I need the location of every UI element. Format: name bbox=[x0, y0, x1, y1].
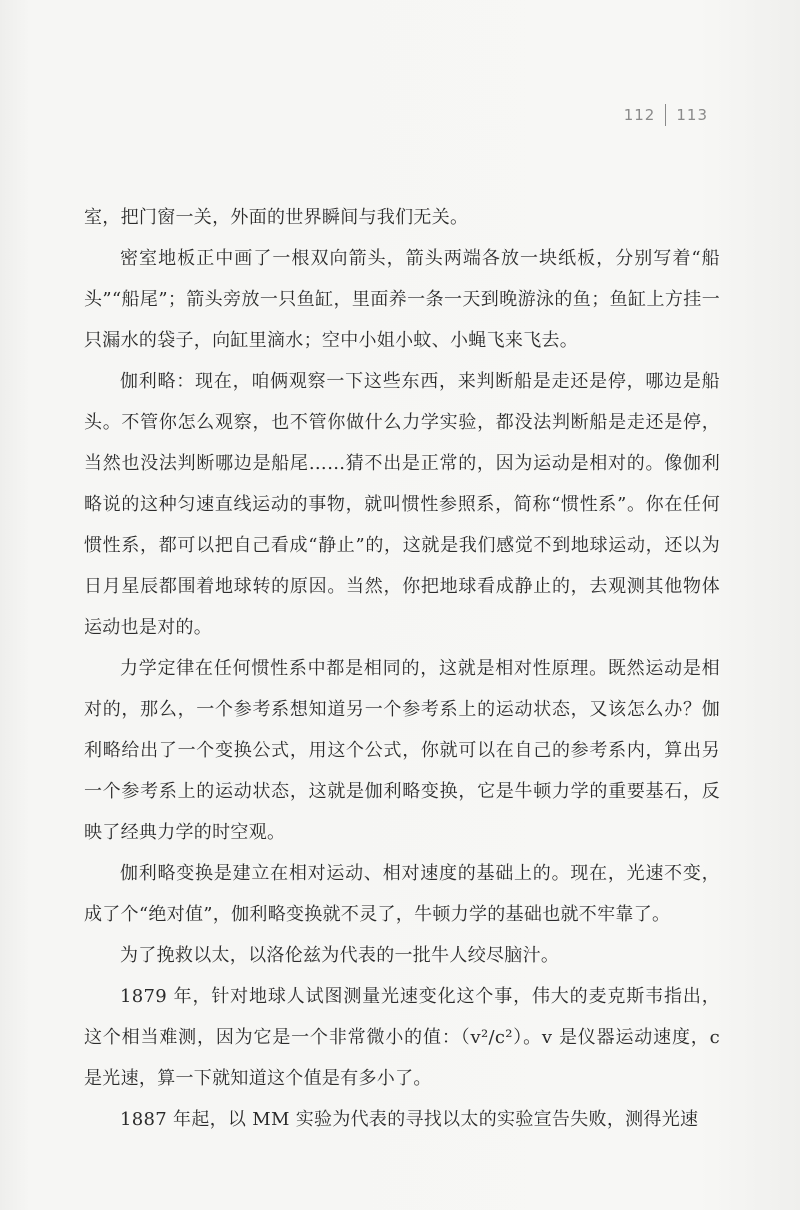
body-text bbox=[84, 197, 720, 1140]
paragraph-8: 1887 年起，以 MM 实验为代表的寻找以太的实验宣告失败，测得光速 bbox=[120, 1109, 699, 1130]
paragraph-6: 为了挽救以太，以洛伦兹为代表的一批牛人绞尽脑汁。 bbox=[120, 945, 560, 966]
paragraph-2: 密室地板正中画了一根双向箭头，箭头两端各放一块纸板，分别写着“船头”“船尾”；箭头旁放一只鱼缸，里面养一条一天到晚游泳的鱼；鱼缸上方挂一只漏水的袋子，向缸里滴水；空中小姐小蚊、小蝇飞来飞去。 bbox=[84, 248, 720, 351]
page-number-divider bbox=[665, 104, 666, 126]
paragraph-4: 力学定律在任何惯性系中都是相同的，这就是相对性原理。既然运动是相对的，那么，一个参考系想知道另一个参考系上的运动状态，又该怎么办？伽利略给出了一个变换公式，用这个公式，你就可以在自己的参考系内，算出另一个参考系上的运动状态，这就是伽利略变换，它是牛顿力学的重要基石，反映了经典力学的时空观。 bbox=[84, 658, 720, 843]
paragraph-1: 室，把门窗一关，外面的世界瞬间与我们无关。 bbox=[84, 207, 469, 228]
page-number-left: 112 bbox=[623, 106, 656, 124]
paragraph-3: 伽利略：现在，咱俩观察一下这些东西，来判断船是走还是停，哪边是船头。不管你怎么观察，也不管你做什么力学实验，都没法判断船是走还是停，当然也没法判断哪边是船尾……猜不出是正常的，因为运动是相对的。像伽利略说的这种匀速直线运动的事物，就叫惯性参照系，简称“惯性系”。你在任何惯性系，都可以把自己看成“静止”的，这就是我们感觉不到地球运动，还以为日月星辰都围着地球转的原因。当然，你把地球看成静止的，去观测其他物体运动也是对的。 bbox=[84, 371, 720, 638]
paragraph-5: 伽利略变换是建立在相对运动、相对速度的基础上的。现在，光速不变，成了个“绝对值”，伽利略变换就不灵了，牛顿力学的基础也就不牢靠了。 bbox=[84, 863, 720, 925]
page-number-right: 113 bbox=[676, 106, 708, 124]
page-numbers bbox=[624, 104, 708, 126]
paragraph-7: 1879 年，针对地球人试图测量光速变化这个事，伟大的麦克斯韦指出，这个相当难测，因为它是一个非常微小的值：（v²/c²）。v 是仪器运动速度，c 是光速，算一下就知道这个值是有多小了。 bbox=[84, 986, 720, 1089]
